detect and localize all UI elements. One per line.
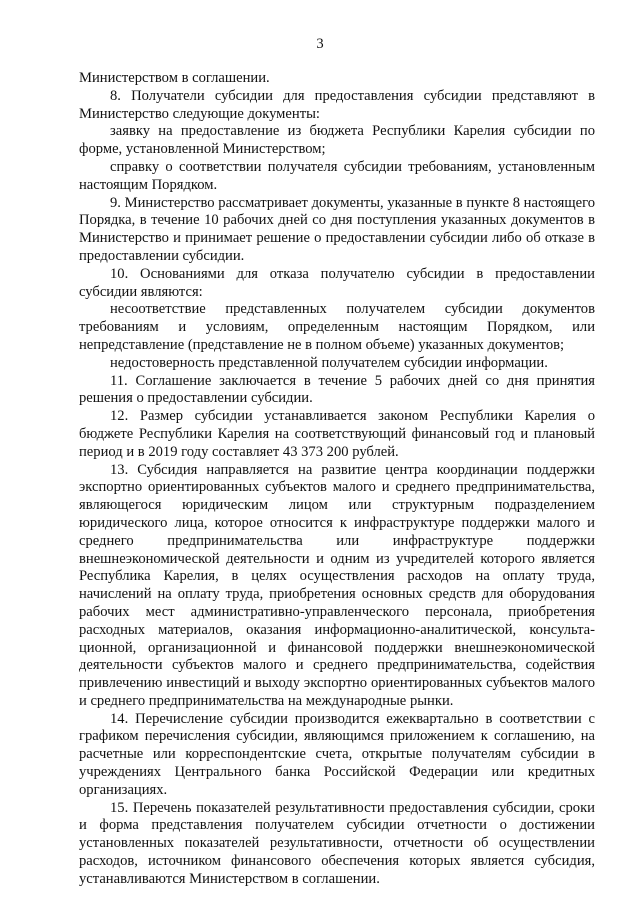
paragraph-item-14: 14. Перечисление субсидии производится ежеквартально в соответствии с графиком перечисления субсидии, являющимся приложением к соглашению, на расчетные или корреспондентские счета, открытые получателям субсидии в учреждениях Центрального банка Российской Федерации или кредитных организациях. [79, 710, 595, 798]
paragraph-item-12: 12. Размер субсидии устанавливается законом Республики Карелия о бюджете Республики Карелия на соответствующий финансовый год и плановый период и в 2019 году составляет 43 373 200 рублей. [79, 408, 595, 460]
paragraph-inaccuracy: недостоверность представленной получателем субсидии информации. [110, 354, 548, 371]
paragraph-certificate: справку о соответствии получателя субсидии требованиям, установленным настоящим Порядком. [79, 158, 595, 193]
paragraph-item-10: 10. Основаниями для отказа получателю субсидии в предоставлении субсидии являются: [79, 265, 595, 300]
paragraph-nonconformity: несоответствие представленных получателем субсидии документов требованиям и условиям, определенным настоящим Порядком, или непредставление (представление не в полном объеме) указанных документов; [79, 301, 595, 353]
paragraph-item-11: 11. Соглашение заключается в течение 5 рабочих дней со дня принятия решения о предоставлении субсидии. [79, 372, 595, 407]
paragraph-application: заявку на предоставление из бюджета Республики Карелия субсидии по форме, установленной Министерством; [79, 123, 595, 158]
paragraph-item-15: 15. Перечень показателей результативности предоставления субсидии, сроки и форма представления получателем субсидии отчетности о достижении установленных показателей результативности, отчетности об осуществлении расходов, источником финансового обеспечения которых является субсидия, устанавливаются Министерством в соглашении. [79, 799, 595, 887]
paragraph-continuation: Министерством в соглашении. [79, 70, 270, 86]
paragraph-item-9: 9. Министерство рассматривает документы, указанные в пункте 8 настоящего Порядка, в течение 10 рабочих дней со дня поступления указанных документов в Министерство и принимает решение о предоставлении субсидии либо об отказе в предоставлении субсидии. [79, 194, 595, 264]
page-number: 3 [316, 36, 324, 52]
paragraph-item-13: 13. Субсидия направляется на развитие центра координации поддержки экспортно ориентированных субъектов малого и среднего предпринимательства, являющегося юридическим лицом или структурным подразделением юридического лица, которое относится к инфраструктуре поддержки малого и среднего предпринимательства или инфраструктуре поддержки внешнеэкономической деятельности и одним из учредителей которого является Республика Карелия, в целях осуществления расходов на оплату труда, начислений на оплату труда, приобретения основных средств для оборудования рабочих мест административно-управленческого персонала, приобретения расходных материалов, оказания информационно-аналитической, консульта-ционной, организационной и финансовой поддержки внешнеэкономической деятельности субъектов малого и среднего предпринимательства, содействия привлечению инвестиций и выходу экспортно ориентированных субъектов малого и среднего предпринимательства на международные рынки. [79, 461, 595, 709]
paragraph-item-8: 8. Получатели субсидии для предоставления субсидии представляют в Министерство следующие документы: [79, 87, 595, 122]
document-body [79, 70, 595, 889]
